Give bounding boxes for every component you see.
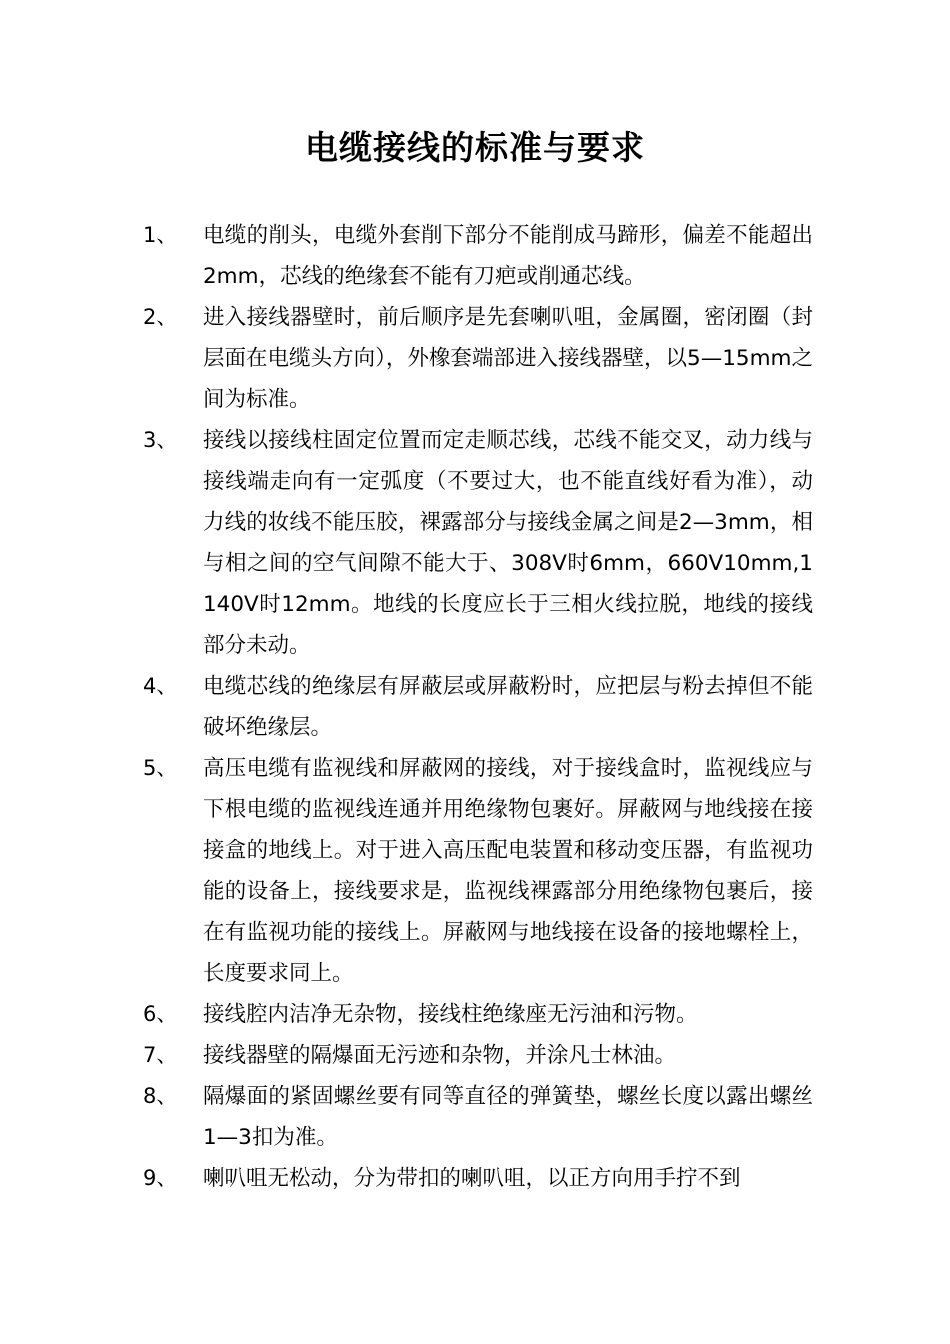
item-text: 接线以接线柱固定位置而定走顺芯线，芯线不能交叉，动力线与接线端走向有一定弧度（不要过大，也不能直线好看为准），动力线的妆线不能压胶，裸露部分与接线金属之间是2—3mm，相与相之间的空气间隙不能大于、308V时6mm，660V10mm,1140V时12mm。地线的长度应长于三相火线拉脱，地线的接线部分未动。 [203, 428, 813, 658]
requirements-list [143, 215, 813, 1199]
list-item [143, 420, 813, 666]
item-text: 进入接线器壁时，前后顺序是先套喇叭咀，金属圈，密闭圈（封层面在电缆头方向），外橡套端部进入接线器壁，以5—15mm之间为标准。 [203, 305, 813, 412]
list-item [143, 297, 813, 420]
item-text: 喇叭咀无松动，分为带扣的喇叭咀，以正方向用手拧不到 [203, 1166, 741, 1191]
list-item [143, 1035, 813, 1076]
page-title: 电缆接线的标准与要求 [305, 128, 645, 167]
item-text: 接线腔内洁净无杂物，接线柱绝缘座无污油和污物。 [203, 1002, 698, 1027]
item-text: 接线器壁的隔爆面无污迹和杂物，并涂凡士林油。 [203, 1043, 677, 1068]
item-number: 2、 [143, 305, 178, 329]
item-number: 7、 [143, 1043, 178, 1067]
item-text: 隔爆面的紧固螺丝要有同等直径的弹簧垫，螺丝长度以露出螺丝1—3扣为准。 [203, 1084, 813, 1150]
item-number: 5、 [143, 756, 178, 780]
item-text: 电缆的削头，电缆外套削下部分不能削成马蹄形，偏差不能超出2mm，芯线的绝缘套不能有刀疤或削通芯线。 [203, 223, 813, 289]
item-number: 8、 [143, 1084, 178, 1108]
list-item [143, 1076, 813, 1158]
list-item [143, 215, 813, 297]
item-number: 6、 [143, 1002, 178, 1026]
list-item [143, 748, 813, 994]
item-number: 1、 [143, 223, 178, 247]
list-item [143, 1158, 813, 1199]
item-text: 电缆芯线的绝缘层有屏蔽层或屏蔽粉时，应把层与粉去掉但不能破坏绝缘层。 [203, 674, 813, 740]
item-number: 4、 [143, 674, 178, 698]
item-number: 3、 [143, 428, 178, 452]
list-item [143, 666, 813, 748]
list-item [143, 994, 813, 1035]
item-text: 高压电缆有监视线和屏蔽网的接线，对于接线盒时，监视线应与下根电缆的监视线连通并用绝缘物包裹好。屏蔽网与地线接在接接盒的地线上。对于进入高压配电装置和移动变压器，有监视功能的设备上，接线要求是，监视线裸露部分用绝缘物包裹后，接在有监视功能的接线上。屏蔽网与地线接在设备的接地螺栓上，长度要求同上。 [203, 756, 813, 986]
item-number: 9、 [143, 1166, 178, 1190]
